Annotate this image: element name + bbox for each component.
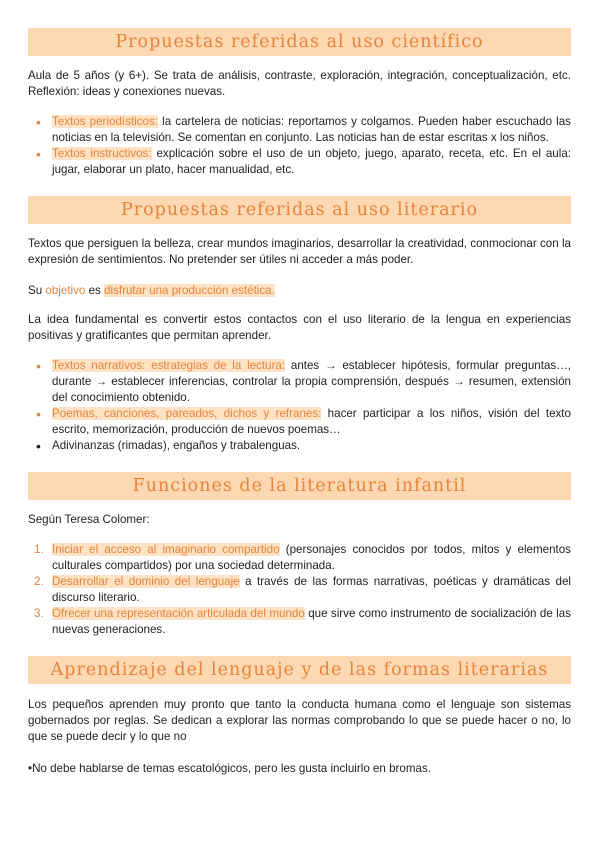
- highlight-term: Textos periodísticos:: [52, 115, 158, 128]
- literario-para2: La idea fundamental es convertir estos contactos con el uso literario de la lengua en experiencias positivas y gratificantes que permitan aprender.: [28, 313, 571, 342]
- item-text: explicación sobre el uso de un objeto, juego, aparato, receta, etc. En el aula: jugar, elaborar un plato, hacer manualidad, etc.: [52, 147, 571, 176]
- highlight-term: Textos narrativos: estrategias de la lectura:: [52, 359, 286, 372]
- aprendizaje-note: [28, 761, 571, 777]
- section-heading-aprendizaje: Aprendizaje del lenguaje y de las formas literarias: [28, 656, 571, 684]
- aprendizaje-intro: Los pequeños aprenden muy pronto que tanto la conducta humana como el lenguaje son sistemas gobernados por reglas. Se dedican a explorar las normas comprobando lo que se puede hacer o no, lo que se puede decir y lo que no: [28, 698, 571, 743]
- item-text: antes → establecer hipótesis, formular preguntas…, durante → establecer inferencias, controlar la propia comprensión, después → resumen, extensión del conocimiento obtenido.: [52, 359, 572, 404]
- section-heading-cientifico: Propuestas referidas al uso científico: [28, 28, 571, 56]
- note-bullet-icon: •: [28, 762, 33, 775]
- list-item: [28, 358, 571, 406]
- bullet-icon: •: [36, 114, 41, 130]
- literario-intro: Textos que persiguen la belleza, crear mundos imaginarios, desarrollar la creatividad, conmocionar con la expresión de sentimientos. No pretender ser útiles ni acceder a más poder.: [28, 237, 571, 266]
- section-heading-literario: Propuestas referidas al uso literario: [28, 196, 571, 224]
- item-number: 3.: [34, 607, 44, 620]
- highlight-term: Desarrollar el dominio del lenguaje: [52, 575, 240, 588]
- list-item: [28, 606, 571, 638]
- item-text: (personajes conocidos por todos, mitos y elementos culturales compartidos) por una sociedad determinada.: [52, 543, 571, 572]
- item-number: 1.: [34, 543, 44, 556]
- highlight-term: Ofrecer una representación articulada del mundo: [52, 607, 305, 620]
- list-item: [28, 406, 571, 438]
- item-text: a través de las formas narrativas, poéticas y dramáticas del discurso literario.: [52, 575, 571, 604]
- bullet-icon: •: [36, 406, 41, 422]
- item-text: la cartelera de noticias: reportamos y colgamos. Pueden haber escuchado las noticias en la televisión. Se comentan en conjunto. Las noticias han de estar escritas x los niños.: [52, 115, 571, 144]
- objetivo-highlight: disfrutar una producción estética.: [104, 284, 275, 297]
- bullet-icon: •: [36, 438, 41, 454]
- bullet-icon: •: [36, 358, 41, 374]
- bullet-icon: •: [36, 146, 41, 162]
- item-text: hacer participar a los niños, visión del texto escrito, memorización, producción de nuevos poemas…: [52, 407, 571, 436]
- list-item: [28, 114, 571, 146]
- objetivo-word: objetivo: [45, 284, 86, 297]
- funciones-intro: Según Teresa Colomer:: [28, 513, 150, 526]
- objetivo-mid: es: [85, 284, 105, 297]
- funciones-list: [28, 542, 571, 638]
- cientifico-list: [28, 114, 571, 178]
- objetivo-line: [28, 283, 571, 299]
- highlight-term: Iniciar el acceso al imaginario compartido: [52, 543, 280, 556]
- list-item: [28, 542, 571, 574]
- cientifico-intro: Aula de 5 años (y 6+). Se trata de análisis, contraste, exploración, integración, conceptualización, etc. Reflexión: ideas y conexiones nuevas.: [28, 69, 571, 98]
- highlight-term: Textos instructivos:: [52, 147, 152, 160]
- literario-list: [28, 358, 571, 454]
- item-text: Adivinanzas (rimadas), engaños y trabalenguas.: [52, 439, 301, 452]
- list-item: [28, 146, 571, 178]
- highlight-term: Poemas, canciones, pareados, dichos y refranes:: [52, 407, 322, 420]
- item-text: que sirve como instrumento de socialización de las nuevas generaciones.: [52, 607, 571, 636]
- section-heading-funciones: Funciones de la literatura infantil: [28, 472, 571, 500]
- note-text: No debe hablarse de temas escatológicos, pero les gusta incluirlo en bromas.: [32, 762, 431, 775]
- list-item: [28, 438, 571, 454]
- objetivo-pre: Su: [28, 284, 46, 297]
- item-number: 2.: [34, 575, 44, 588]
- list-item: [28, 574, 571, 606]
